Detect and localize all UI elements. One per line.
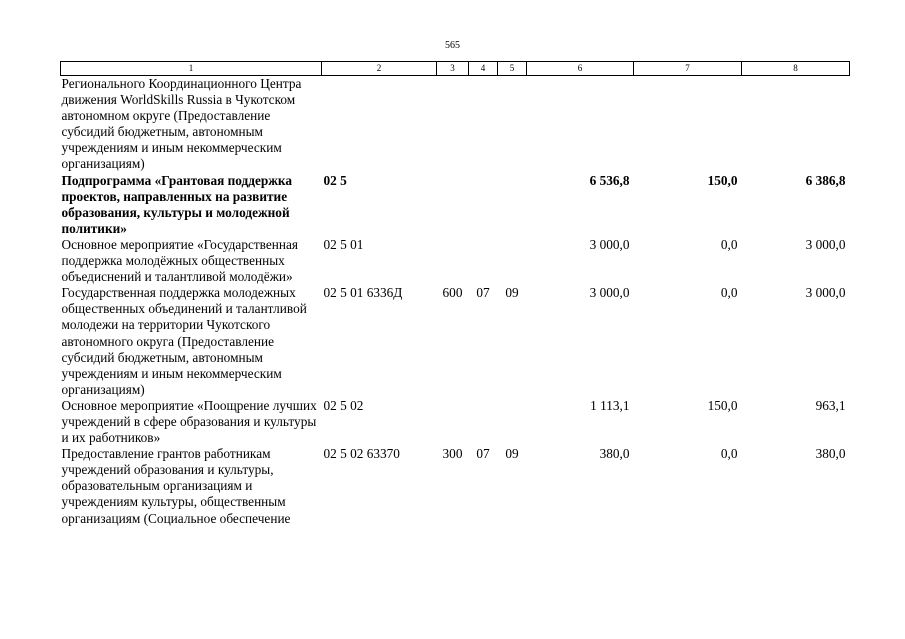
row-name: Основное мероприятие «Поощрение лучших учреждений в сфере образования и культуры и их работников» [61, 397, 317, 446]
row-col3: 600 [442, 285, 463, 301]
row-value-8 [742, 76, 850, 173]
row-value-7: 150,0 [707, 397, 738, 413]
row-name: Предоставление грантов работникам учреждений образования и культуры, образовательным организациям и учреждениям культуры, общественным организациям (Социальное обеспечение [61, 446, 291, 526]
row-value-7: 0,0 [720, 285, 738, 301]
row-col4 [469, 398, 498, 446]
column-header-6: 6 [527, 62, 634, 76]
row-col4: 07 [476, 285, 490, 301]
row-col5 [498, 398, 527, 446]
column-header-7: 7 [634, 62, 742, 76]
row-value-6: 3 000,0 [589, 236, 630, 252]
row-code: 02 5 02 63370 [323, 446, 400, 462]
row-name: Подпрограмма «Грантовая поддержка проектов, направленных на развитие образования, культуры и молодежной политики» [61, 172, 293, 236]
row-col3: 300 [442, 446, 463, 462]
row-value-7: 0,0 [720, 446, 738, 462]
row-value-8: 963,1 [815, 397, 846, 413]
row-col3 [437, 173, 469, 237]
column-header-8: 8 [742, 62, 850, 76]
row-value-8: 3 000,0 [805, 236, 846, 252]
table-row [61, 446, 850, 526]
row-value-7 [634, 76, 742, 173]
row-col4 [469, 76, 498, 173]
table-row [61, 285, 850, 398]
column-header-4: 4 [469, 62, 498, 76]
table-row [61, 76, 850, 173]
row-col3 [437, 398, 469, 446]
column-header-5: 5 [498, 62, 527, 76]
row-value-6: 1 113,1 [590, 397, 630, 413]
row-code: 02 5 01 [323, 236, 364, 252]
page-number: 565 [445, 40, 460, 51]
column-header-1: 1 [61, 62, 322, 76]
budget-table [60, 61, 850, 527]
table-row [61, 398, 850, 446]
column-number-row [61, 62, 850, 76]
row-col4 [469, 173, 498, 237]
row-col5 [498, 237, 527, 285]
row-value-8: 380,0 [815, 446, 846, 462]
row-code: 02 5 [323, 172, 347, 188]
row-value-8: 6 386,8 [805, 172, 846, 188]
row-code: 02 5 01 6336Д [323, 285, 403, 301]
row-code [322, 76, 437, 173]
row-col5 [498, 173, 527, 237]
row-col5 [498, 76, 527, 173]
column-header-3: 3 [437, 62, 469, 76]
row-value-7: 0,0 [720, 236, 738, 252]
row-code: 02 5 02 [323, 397, 364, 413]
row-value-6: 380,0 [599, 446, 630, 462]
row-value-6 [527, 76, 634, 173]
row-name: Государственная поддержка молодежных общественных объединений и талантливой молодежи на территории Чукотского автономного округа (Предоставление субсидий бюджетным, автономным учреждениям и иным некоммерческим организациям) [61, 285, 307, 397]
row-value-7: 150,0 [707, 172, 738, 188]
row-name: Регионального Координационного Центра движения WorldSkills Russia в Чукотском автономном округе (Предоставление субсидий бюджетным, автономным учреждениям и иным некоммерческим организациям) [61, 76, 302, 172]
row-value-6: 3 000,0 [589, 285, 630, 301]
row-col5: 09 [505, 285, 519, 301]
row-col4: 07 [476, 446, 490, 462]
row-col3 [437, 76, 469, 173]
row-col5: 09 [505, 446, 519, 462]
row-col3 [437, 237, 469, 285]
row-value-8: 3 000,0 [805, 285, 846, 301]
row-col4 [469, 237, 498, 285]
row-name: Основное мероприятие «Государственная поддержка молодёжных общественных объедиснений и талантливой молодёжи» [61, 236, 299, 285]
row-value-6: 6 536,8 [589, 172, 630, 188]
table-row [61, 173, 850, 237]
column-header-2: 2 [322, 62, 437, 76]
table-row [61, 237, 850, 285]
